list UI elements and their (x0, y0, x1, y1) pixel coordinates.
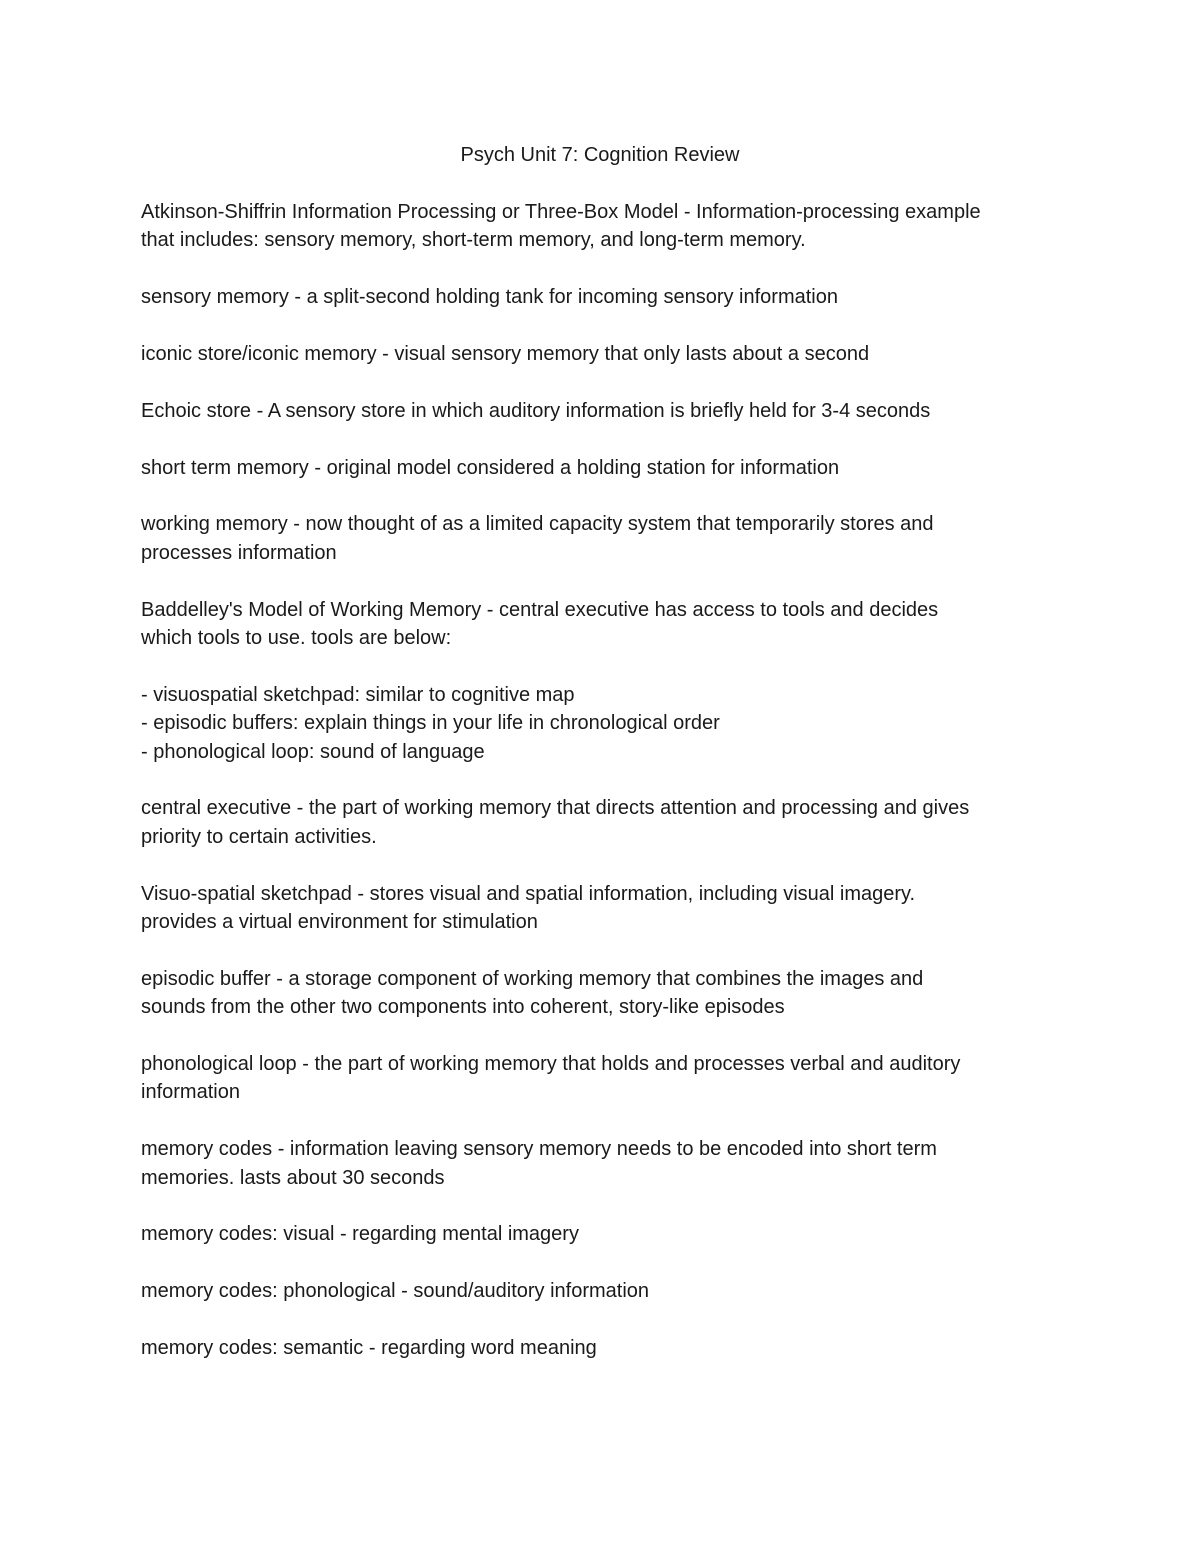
text-line: Visuo-spatial sketchpad - stores visual and spatial information, including visual imagery. (141, 882, 916, 905)
text-line: that includes: sensory memory, short-term memory, and long-term memory. (141, 229, 806, 252)
text-line: working memory - now thought of as a limited capacity system that temporarily stores and (141, 513, 934, 536)
text-line: which tools to use. tools are below: (141, 627, 452, 649)
text-line: Baddelley's Model of Working Memory - central executive has access to tools and decides (141, 598, 939, 621)
paragraph (141, 1135, 1061, 1192)
paragraph (141, 454, 1061, 482)
paragraph (141, 340, 1061, 368)
paragraph (141, 880, 1061, 937)
text-line: memory codes: phonological - sound/auditory information (141, 1280, 650, 1303)
paragraph (141, 283, 1061, 311)
text-line: episodic buffer - a storage component of working memory that combines the images and (141, 967, 924, 990)
paragraph (141, 1277, 1061, 1305)
paragraph (141, 681, 1061, 766)
text-line: - phonological loop: sound of language (141, 740, 485, 763)
paragraph (141, 397, 1061, 425)
paragraph (141, 510, 1061, 567)
paragraph (141, 965, 1061, 1022)
paragraph (141, 1334, 1061, 1362)
text-line: - episodic buffers: explain things in your life in chronological order (141, 712, 720, 735)
text-line: sounds from the other two components into coherent, story-like episodes (141, 996, 785, 1019)
text-line: information (141, 1081, 240, 1104)
document-title: Psych Unit 7: Cognition Review (460, 144, 740, 166)
text-line: Atkinson-Shiffrin Information Processing or Three-Box Model - Information-processing example (141, 201, 981, 223)
text-line: memory codes - information leaving sensory memory needs to be encoded into short term (141, 1138, 937, 1161)
text-line: memory codes: semantic - regarding word meaning (141, 1337, 597, 1360)
text-line: phonological loop - the part of working memory that holds and processes verbal and auditory (141, 1053, 961, 1076)
text-line: Echoic store - A sensory store in which auditory information is briefly held for 3-4 seconds (141, 399, 931, 422)
paragraph (141, 1220, 1061, 1248)
text-line: processes information (141, 541, 337, 564)
text-line: central executive - the part of working memory that directs attention and processing and gives (141, 797, 970, 820)
text-line: iconic store/iconic memory - visual sensory memory that only lasts about a second (141, 343, 870, 365)
text-line: memories. lasts about 30 seconds (141, 1166, 445, 1189)
document-body (141, 198, 1061, 1391)
text-line: short term memory - original model considered a holding station for information (141, 456, 840, 479)
text-line: provides a virtual environment for stimulation (141, 911, 538, 934)
text-line: sensory memory - a split-second holding tank for incoming sensory information (141, 286, 838, 309)
text-line: priority to certain activities. (141, 825, 377, 848)
paragraph (141, 198, 1061, 255)
text-line: - visuospatial sketchpad: similar to cognitive map (141, 683, 575, 706)
text-line: memory codes: visual - regarding mental imagery (141, 1223, 579, 1246)
paragraph (141, 596, 1061, 653)
paragraph (141, 794, 1061, 851)
paragraph (141, 1050, 1061, 1107)
